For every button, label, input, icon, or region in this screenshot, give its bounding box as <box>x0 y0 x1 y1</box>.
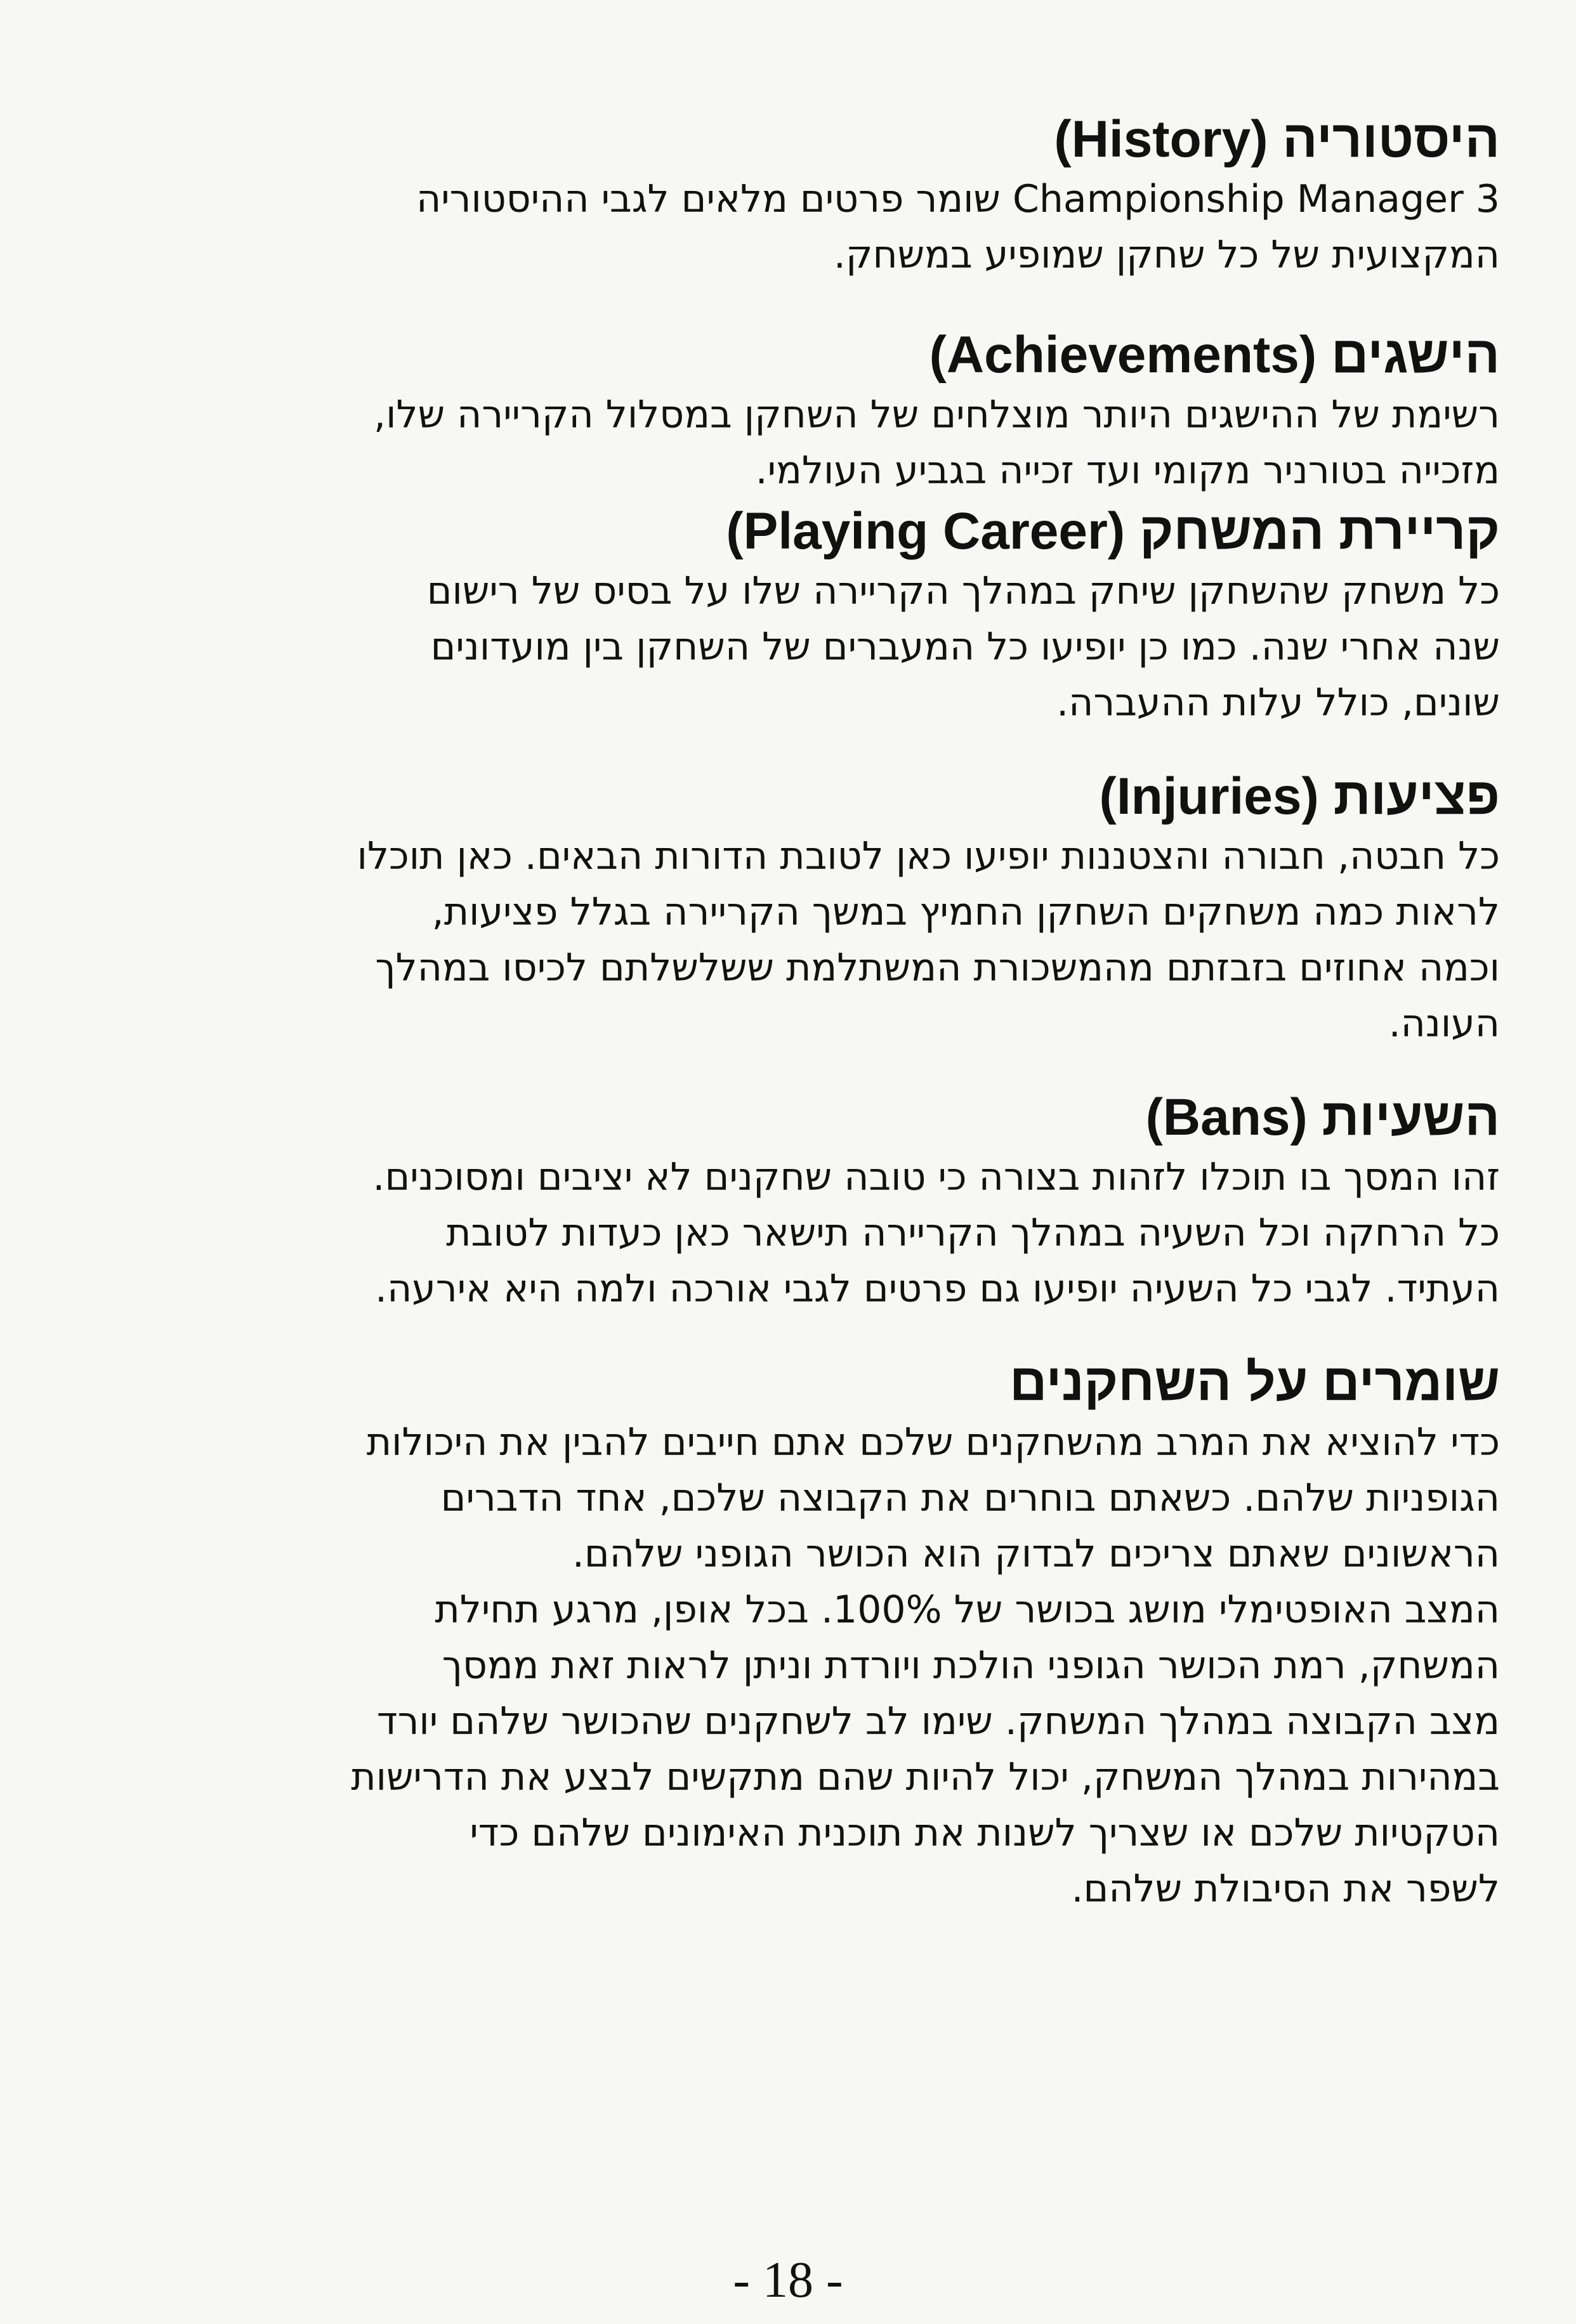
section-playing-career <box>82 500 1500 731</box>
body-line: מזכייה בטורניר מקומי ועד זכייה בגביע העולמי. <box>755 448 1500 493</box>
body-line: מצב הקבוצה במהלך המשחק. שימו לב לשחקנים שהכושר שלהם יורד <box>376 1699 1500 1744</box>
body-line: כל הרחקה וכל השעיה במהלך הקריירה תישאר כאן כעדות לטובת <box>446 1211 1500 1255</box>
body-line: וכמה אחוזים בזבזתם מהמשכורת המשתלמת ששלשלתם לכיסו במהלך <box>375 946 1500 990</box>
section-heading: שומרים על השחקנים <box>1009 1354 1500 1411</box>
body-line: Championship Manager 3 שומר פרטים מלאים לגבי ההיסטוריה <box>416 177 1500 221</box>
body-line: במהירות במהלך המשחק, יכול להיות שהם מתקשים לבצע את הדרישות <box>351 1755 1500 1799</box>
section-heading: היסטוריה (History) <box>1054 110 1500 168</box>
section-heading: הישגים (Achievements) <box>929 326 1500 384</box>
body-line: המצב האופטימלי מושג בכושר של 100%. בכל אופן, מרגע תחילת <box>435 1588 1500 1632</box>
body-line: לשפר את הסיבולת שלהם. <box>1071 1867 1500 1911</box>
section-player-fitness <box>82 1351 1500 1917</box>
body-line: זהו המסך בו תוכלו לזהות בצורה כי טובה שחקנים לא יציבים ומסוכנים. <box>372 1155 1500 1199</box>
section-injuries <box>82 765 1500 1052</box>
body-line: כל משחק שהשחקן שיחק במהלך הקריירה שלו על בסיס של רישום <box>426 569 1500 613</box>
body-line: המשחק, רמת הכושר הגופני הולכת ויורדת וניתן לראות זאת ממסך <box>442 1643 1500 1688</box>
section-bans <box>82 1086 1500 1317</box>
body-line: כל חבטה, חבורה והצטננות יופיעו כאן לטובת הדורות הבאים. כאן תוכלו <box>357 834 1500 878</box>
section-heading: פציעות (Injuries) <box>1099 767 1500 825</box>
body-line: הטקטיות שלכם או שצריך לשנות את תוכנית האימונים שלהם כדי <box>470 1811 1500 1855</box>
body-line: העונה. <box>1388 1002 1500 1046</box>
body-line: שנה אחרי שנה. כמו כן יופיעו כל המעברים של השחקן בין מועדונים <box>430 625 1500 669</box>
section-heading: השעיות (Bans) <box>1145 1088 1500 1146</box>
body-line: העתיד. לגבי כל השעיה יופיעו גם פרטים לגבי אורכה ולמה היא אירעה. <box>375 1267 1500 1311</box>
body-line: המקצועית של כל שחקן שמופיע במשחק. <box>833 233 1500 277</box>
section-heading: קריירת המשחק (Playing Career) <box>726 502 1500 560</box>
body-line: הראשונים שאתם צריכים לבדוק הוא הכושר הגופני שלהם. <box>572 1532 1500 1576</box>
body-line: רשימת של ההישגים היותר מוצלחים של השחקן במסלול הקריירה שלו, <box>374 393 1500 437</box>
body-line: כדי להוציא את המרב מהשחקנים שלכם אתם חייבים להבין את היכולות <box>366 1420 1500 1465</box>
body-line: לראות כמה משחקים השחקן החמיץ במשך הקריירה בגלל פציעות, <box>431 890 1500 934</box>
body-line: הגופניות שלהם. כשאתם בוחרים את הקבוצה שלכם, אחד הדברים <box>440 1476 1500 1520</box>
section-history <box>82 108 1500 283</box>
page-number: - 18 - <box>733 2252 843 2308</box>
body-line: שונים, כולל עלות ההעברה. <box>1056 681 1500 725</box>
section-achievements <box>82 323 1500 499</box>
